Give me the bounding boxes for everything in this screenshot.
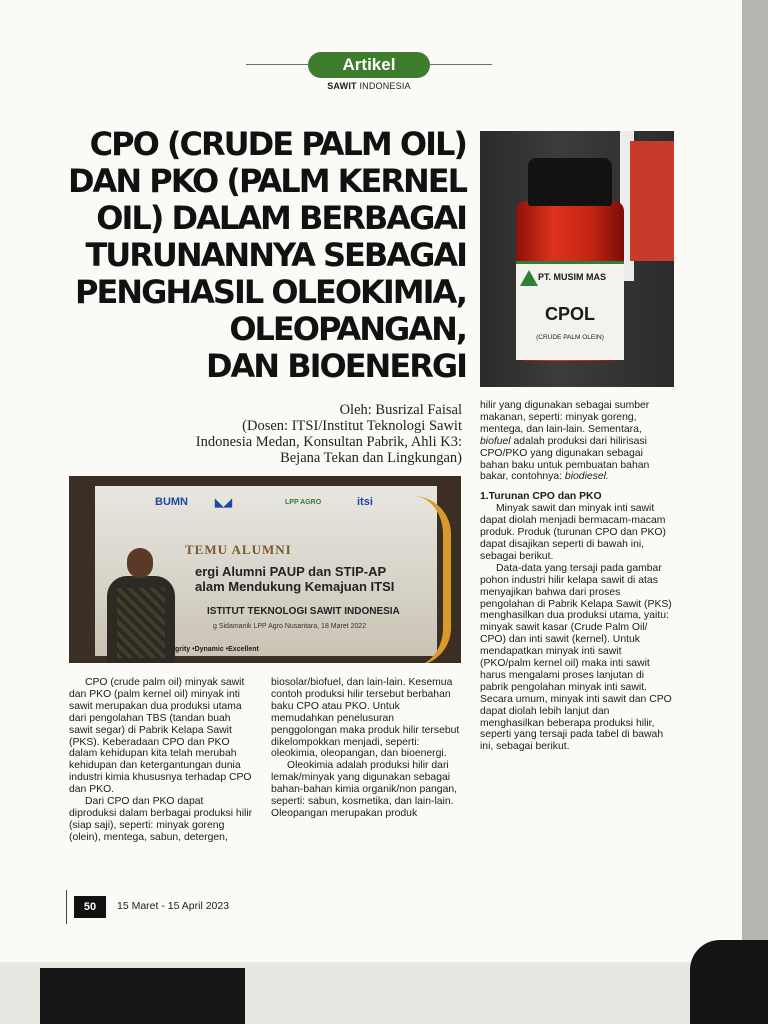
banner-location: g Sidamanik LPP Agro Nusantara, 18 Maret 2022 xyxy=(213,623,367,630)
background-box-red xyxy=(630,141,674,261)
batik-pattern xyxy=(117,588,165,658)
person-head xyxy=(127,548,153,578)
article-title: CPO (CRUDE PALM OIL) DAN PKO (PALM KERNEL OIL) DALAM BERBAGAI TURUNANNYA SEBAGAI PENGHASIL OLEOKIMIA, OLEOPANGAN, DAN BIOENERGI xyxy=(67,125,466,385)
sponsor-logos xyxy=(135,492,435,516)
itsi-logo: itsi xyxy=(357,496,373,508)
banner-institution: ISTITUT TEKNOLOGI SAWIT INDONESIA xyxy=(207,606,400,617)
paragraph: Dari CPO dan PKO dapat diproduksi dalam berbagai produksi hilir (siap saji), seperti: minyak goreng (olein), mentega, sabun, detergen, xyxy=(69,796,253,843)
header-rule-left xyxy=(246,64,308,65)
body-column-3 xyxy=(480,400,674,753)
banner-values: grity •Dynamic •Excellent xyxy=(175,646,259,653)
jar-brand: PT. MUSIM MAS xyxy=(538,272,607,282)
section-heading: 1.Turunan CPO dan PKO xyxy=(480,491,602,503)
issue-date: 15 Maret - 15 April 2023 xyxy=(117,900,230,912)
bumn-logo: BUMN xyxy=(155,496,188,508)
banner-heading: TEMU ALUMNI xyxy=(185,542,292,557)
jar-product: CPOL xyxy=(544,304,595,324)
body-column-2 xyxy=(271,677,461,820)
header-rule-right xyxy=(430,64,492,65)
banner-tagline: ergi Alumni PAUP dan STIP-AP alam Mendukung Kemajuan ITSI xyxy=(195,564,395,594)
jar-lid xyxy=(528,158,612,206)
paragraph: Minyak sawit dan minyak inti sawit dapat diolah menjadi bermacam-macam produk. Produk (turunan CPO dan PKO) dapat disajikan seperti di bawah ini, sebagai berikut. xyxy=(480,503,666,562)
body-column-1 xyxy=(69,677,253,844)
magazine-name: SAWIT INDONESIA xyxy=(327,81,411,91)
jar-label xyxy=(516,261,624,360)
section-pill: Artikel xyxy=(308,52,430,78)
paragraph: hilir yang digunakan sebagai sumber makanan, seperti: minyak goreng, mentega, dan lain-lain. Sementara, biofuel adalah produksi dari hilirisasi CPO/PKO yang digunakan sebagai bahan baku untuk pembuatan bahan bakar, contohnya: biodiesel. xyxy=(480,400,650,483)
musim-mas-logo-icon xyxy=(520,270,538,286)
dark-object-bottom xyxy=(40,968,245,1024)
paragraph: biosolar/biofuel, dan lain-lain. Kesemua contoh produksi hilir tersebut berbahan baku CPO atau PKO. Untuk memudahkan penelusuran penggolongan maka produk hilir tersebut dikelompokkan menjadi, seperti: oleokimia, oleopangan, dan bioenergi. xyxy=(271,677,460,760)
speaker-person xyxy=(103,548,179,663)
ptpn-logo-icon: ◣◢ xyxy=(215,497,232,509)
lpp-agro-logo: LPP AGRO xyxy=(285,499,322,506)
event-photo xyxy=(69,476,461,663)
author-byline: Oleh: Busrizal Faisal (Dosen: ITSI/Institut Teknologi Sawit Indonesia Medan, Konsultan Pabrik, Ahli K3: Bejana Tekan dan Lingkungan) xyxy=(195,402,462,466)
jar-subtitle: (CRUDE PALM OLEIN) xyxy=(536,334,604,341)
dark-object-corner xyxy=(690,940,768,1024)
cpol-jar-photo xyxy=(480,131,674,387)
paragraph: Oleokimia adalah produksi hilir dari lemak/minyak yang digunakan sebagai bahan-bahan kimia organik/non pangan, seperti: sabun, kosmetika, dan lain-lain. Oleopangan merupakan produk xyxy=(271,760,458,819)
page-number: 50 xyxy=(74,896,106,918)
paragraph: Data-data yang tersaji pada gambar pohon industri hilir kelapa sawit di atas menyajikan bahwa dari proses pengolahan di Pabrik Kelapa Sawit (PKS) menghasilkan dua produksi utama, yaitu: minyak sawit kasar (Crude Palm Oil/ CPO) dan inti sawit (kernel). Untuk mendapatkan minyak inti sawit (PKO/palm kernel oil) maka inti sawit harus mengalami proses lanjutan di pabrik pengolahan minyak inti sawit. Secara umum, minyak inti sawit dan CPO dapat diolah lebih lanjut dan menghasilkan beberapa produksi hilir, seperti yang tersaji pada tabel di bawah ini, sebagai berikut. xyxy=(480,562,672,753)
page-edge-right xyxy=(742,0,768,1024)
paragraph: CPO (crude palm oil) minyak sawit dan PKO (palm kernel oil) minyak inti sawit merupakan dua produksi utama dari pengolahan TBS (tandan buah sawit segar) di Pabrik Kelapa Sawit (PKS). Keberadaan CPO dan PKO dalam kehidupan kita telah merubah kehidupan dan ketergantungan dunia industri kimia khususnya terhadap CPO dan PKO. xyxy=(69,677,252,796)
footer-rule xyxy=(66,890,67,924)
